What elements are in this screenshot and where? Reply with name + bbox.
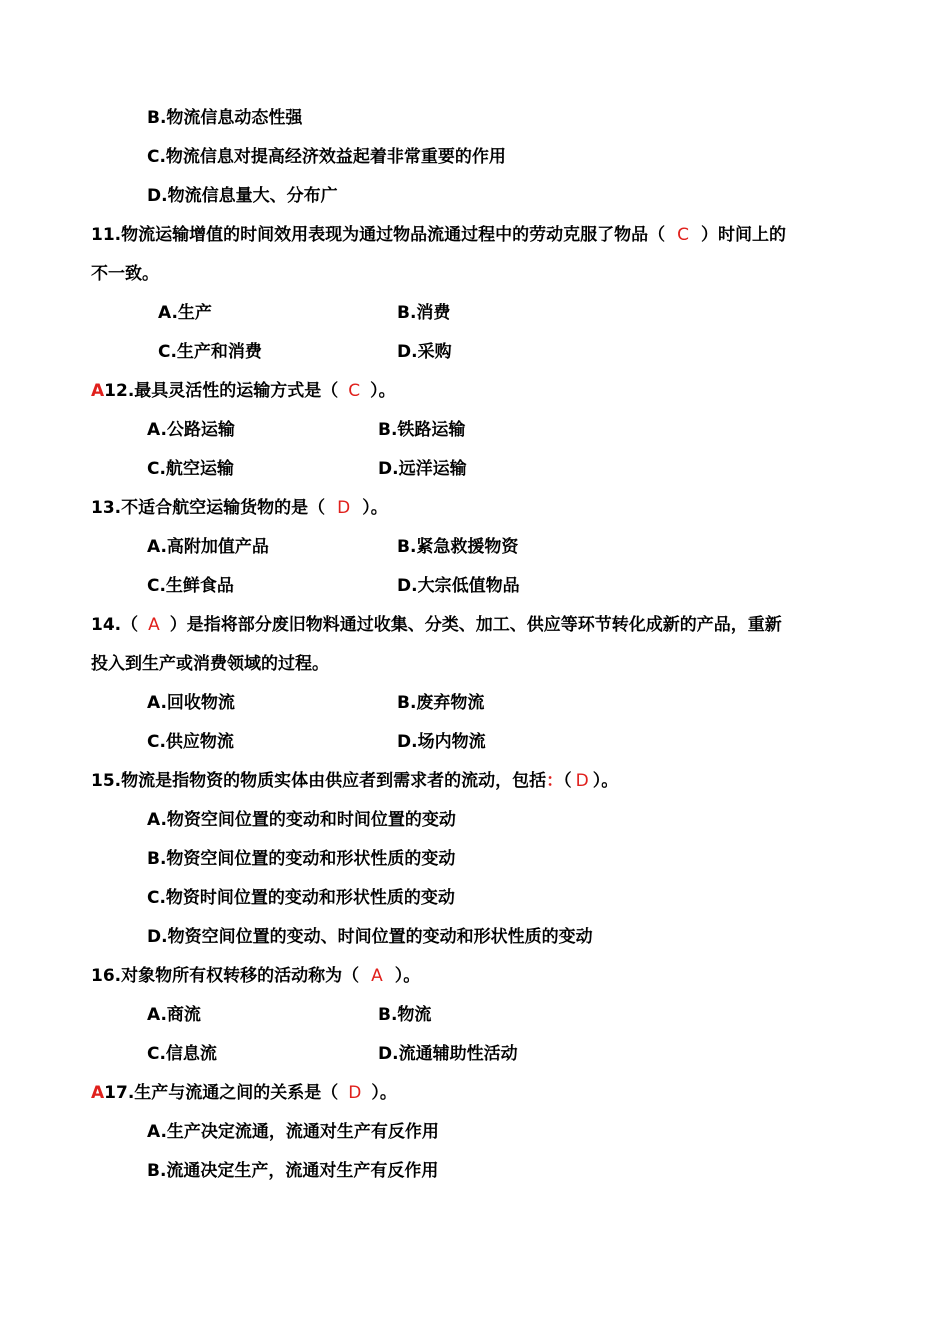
q14-option-a: A.回收物流 [147, 693, 235, 713]
q13-stem: 13.不适合航空运输货物的是（ [91, 498, 326, 518]
q11-answer: C [677, 225, 689, 245]
q12-answer: C [348, 381, 361, 401]
q12-option-d: D.远洋运输 [378, 459, 467, 479]
q14-option-d: D.场内物流 [397, 732, 486, 752]
q13-option-b: B.紧急救援物资 [397, 537, 519, 557]
q16-option-d: D.流通辅助性活动 [378, 1044, 518, 1064]
q16-option-c: C.信息流 [147, 1044, 217, 1064]
q11-option-b: B.消费 [397, 303, 451, 323]
q16-stem-end: ）。 [394, 966, 421, 986]
q11-question-continued: 不一致。 [91, 264, 159, 284]
q17-stem-end: ）。 [371, 1083, 397, 1103]
q12-stem: 12.最具灵活性的运输方式是（ [104, 381, 339, 401]
q14-answer: A [148, 615, 160, 635]
q12-stem-end: ）。 [370, 381, 396, 401]
q10-option-b: B.物流信息动态性强 [147, 108, 303, 128]
q13-question [91, 497, 388, 519]
q16-option-b: B.物流 [378, 1005, 432, 1025]
q16-question [91, 965, 420, 987]
q10-option-c: C.物流信息对提高经济效益起着非常重要的作用 [147, 147, 506, 167]
q12-option-a: A.公路运输 [147, 420, 235, 440]
q12-marker: A [91, 381, 105, 401]
q11-option-a: A.生产 [158, 303, 212, 323]
q12-option-c: C.航空运输 [147, 459, 234, 479]
q14-stem: ）是指将部分废旧物料通过收集、分类、加工、供应等环节转化成新的产品，重新 [169, 615, 782, 635]
q15-option-a: A.物资空间位置的变动和时间位置的变动 [147, 810, 456, 830]
q13-stem-end: ）。 [362, 498, 388, 518]
q17-marker: A [91, 1083, 105, 1103]
q17-option-b: B.流通决定生产，流通对生产有反作用 [147, 1161, 439, 1181]
q15-answer: D [575, 771, 589, 791]
q16-answer: A [371, 966, 383, 986]
q15-stem-end: ）。 [592, 771, 619, 791]
q15-paren-open: （ [563, 771, 572, 791]
q13-answer: D [337, 498, 351, 518]
q11-stem-end: ）时间上的 [701, 225, 786, 245]
q16-stem: 16.对象物所有权转移的活动称为（ [91, 966, 360, 986]
q15-colon: ： [546, 771, 564, 791]
q13-option-a: A.高附加值产品 [147, 537, 269, 557]
q10-option-d: D.物流信息量大、分布广 [147, 186, 338, 206]
q13-option-d: D.大宗低值物品 [397, 576, 520, 596]
q16-option-a: A.商流 [147, 1005, 201, 1025]
q15-stem: 15.物流是指物资的物质实体由供应者到需求者的流动，包括 [91, 771, 547, 791]
q14-stem-start: 14.（ [91, 615, 139, 635]
q11-question [91, 224, 786, 246]
q11-stem: 11.物流运输增值的时间效用表现为通过物品流通过程中的劳动克服了物品（ [91, 225, 666, 245]
q17-option-a: A.生产决定流通，流通对生产有反作用 [147, 1122, 439, 1142]
q15-option-c: C.物资时间位置的变动和形状性质的变动 [147, 888, 455, 908]
q14-option-c: C.供应物流 [147, 732, 234, 752]
q14-option-b: B.废弃物流 [397, 693, 485, 713]
q15-option-b: B.物资空间位置的变动和形状性质的变动 [147, 849, 456, 869]
q11-option-d: D.采购 [397, 342, 452, 362]
q17-stem: 17.生产与流通之间的关系是（ [104, 1083, 339, 1103]
q13-option-c: C.生鲜食品 [147, 576, 234, 596]
q12-question [91, 380, 396, 402]
q14-question [91, 614, 782, 636]
q17-answer: D [348, 1083, 362, 1103]
q17-question [91, 1082, 397, 1104]
q12-option-b: B.铁路运输 [378, 420, 466, 440]
q15-question [91, 770, 618, 792]
q15-option-d: D.物资空间位置的变动、时间位置的变动和形状性质的变动 [147, 927, 593, 947]
q11-option-c: C.生产和消费 [158, 342, 262, 362]
q14-question-continued: 投入到生产或消费领域的过程。 [91, 654, 329, 674]
